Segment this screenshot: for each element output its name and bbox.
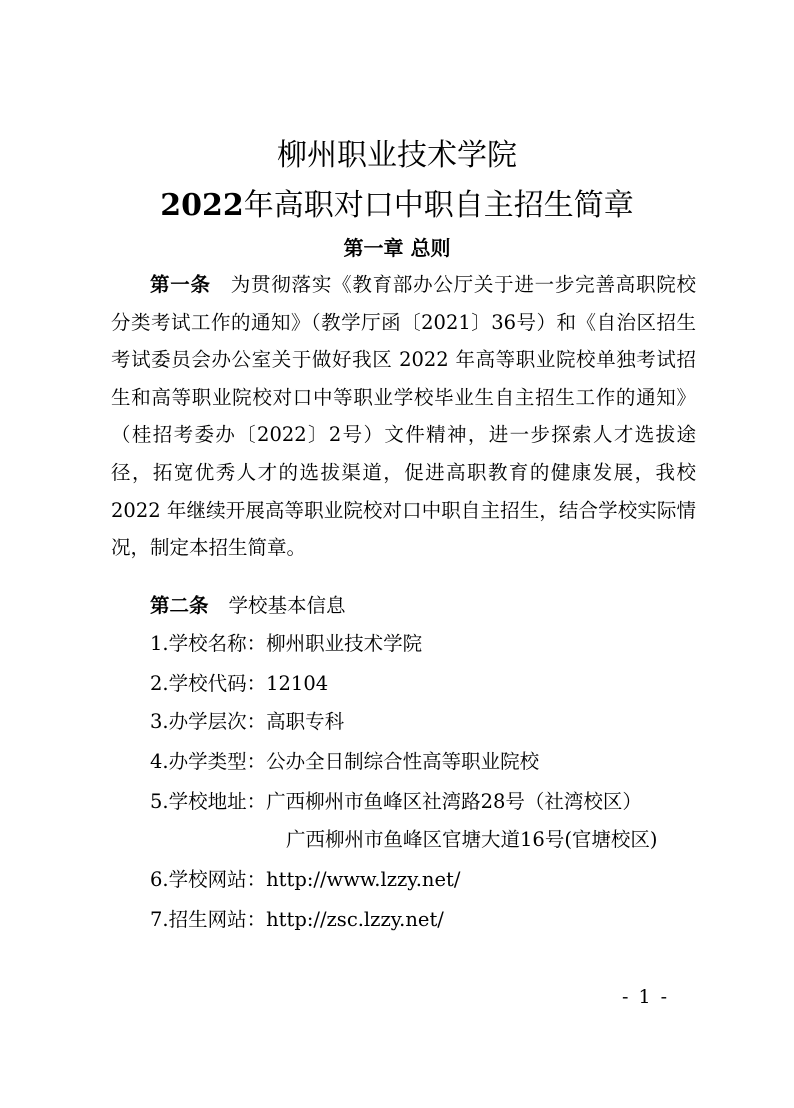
info-item-website — [150, 864, 460, 892]
article-2-label: 第二条 — [150, 594, 209, 617]
info-item-address — [150, 786, 642, 814]
info-value: 高职专科 — [266, 710, 345, 733]
info-label: 5.学校地址： — [150, 790, 267, 813]
article-2-line — [150, 590, 346, 618]
info-label: 4.办学类型： — [150, 750, 267, 773]
info-value: 12104 — [266, 672, 329, 695]
school-title: 柳州职业技术学院 — [277, 138, 517, 173]
admissions-website-link[interactable]: http://zsc.lzzy.net/ — [266, 908, 444, 931]
article-1-paragraph — [111, 266, 696, 567]
document-title — [0, 180, 794, 224]
info-label: 3.办学层次： — [150, 710, 267, 733]
article-2-text: 学校基本信息 — [228, 594, 346, 617]
info-item-level — [150, 706, 344, 734]
article-1-text: 为贯彻落实《教育部办公厅关于进一步完善高职院校分类考试工作的通知》（教学厅函〔2021〕36号）和《自治区招生考试委员会办公室关于做好我区 2022 年高等职业院校单独考试招生和高等职业院校对口中等职业学校毕业生自主招生工作的通知》（桂招考委办〔2022〕2号）文件精神，进一步探索人才选拔途径，拓宽优秀人才的选拔渠道，促进高职教育的健康发展，我校 2022 年继续开展高等职业院校对口中职自主招生，结合学校实际情况，制定本招生简章。 — [111, 273, 696, 560]
info-value: 广西柳州市鱼峰区官塘大道16号(官塘校区) — [286, 828, 658, 851]
info-item-admissions-website — [150, 904, 444, 932]
info-value: 公办全日制综合性高等职业院校 — [266, 750, 540, 773]
info-item-school-name — [150, 628, 422, 656]
info-label: 1.学校名称： — [150, 632, 267, 655]
page-number: - 1 - — [622, 986, 670, 1008]
website-link[interactable]: http://www.lzzy.net/ — [266, 868, 461, 891]
chapter-heading: 第一章 总则 — [343, 236, 451, 260]
info-value: 广西柳州市鱼峰区社湾路28号（社湾校区） — [266, 790, 642, 813]
info-label: 6.学校网站： — [150, 868, 267, 891]
info-label: 7.招生网站： — [150, 908, 267, 931]
info-item-address-2 — [286, 824, 658, 852]
info-item-type — [150, 746, 539, 774]
info-label: 2.学校代码： — [150, 672, 267, 695]
title-year: 2022 — [160, 188, 244, 223]
info-value: 柳州职业技术学院 — [266, 632, 423, 655]
info-item-school-code — [150, 668, 328, 696]
article-1-label: 第一条 — [150, 273, 211, 296]
title-text: 年高职对口中职自主招生简章 — [243, 188, 634, 223]
